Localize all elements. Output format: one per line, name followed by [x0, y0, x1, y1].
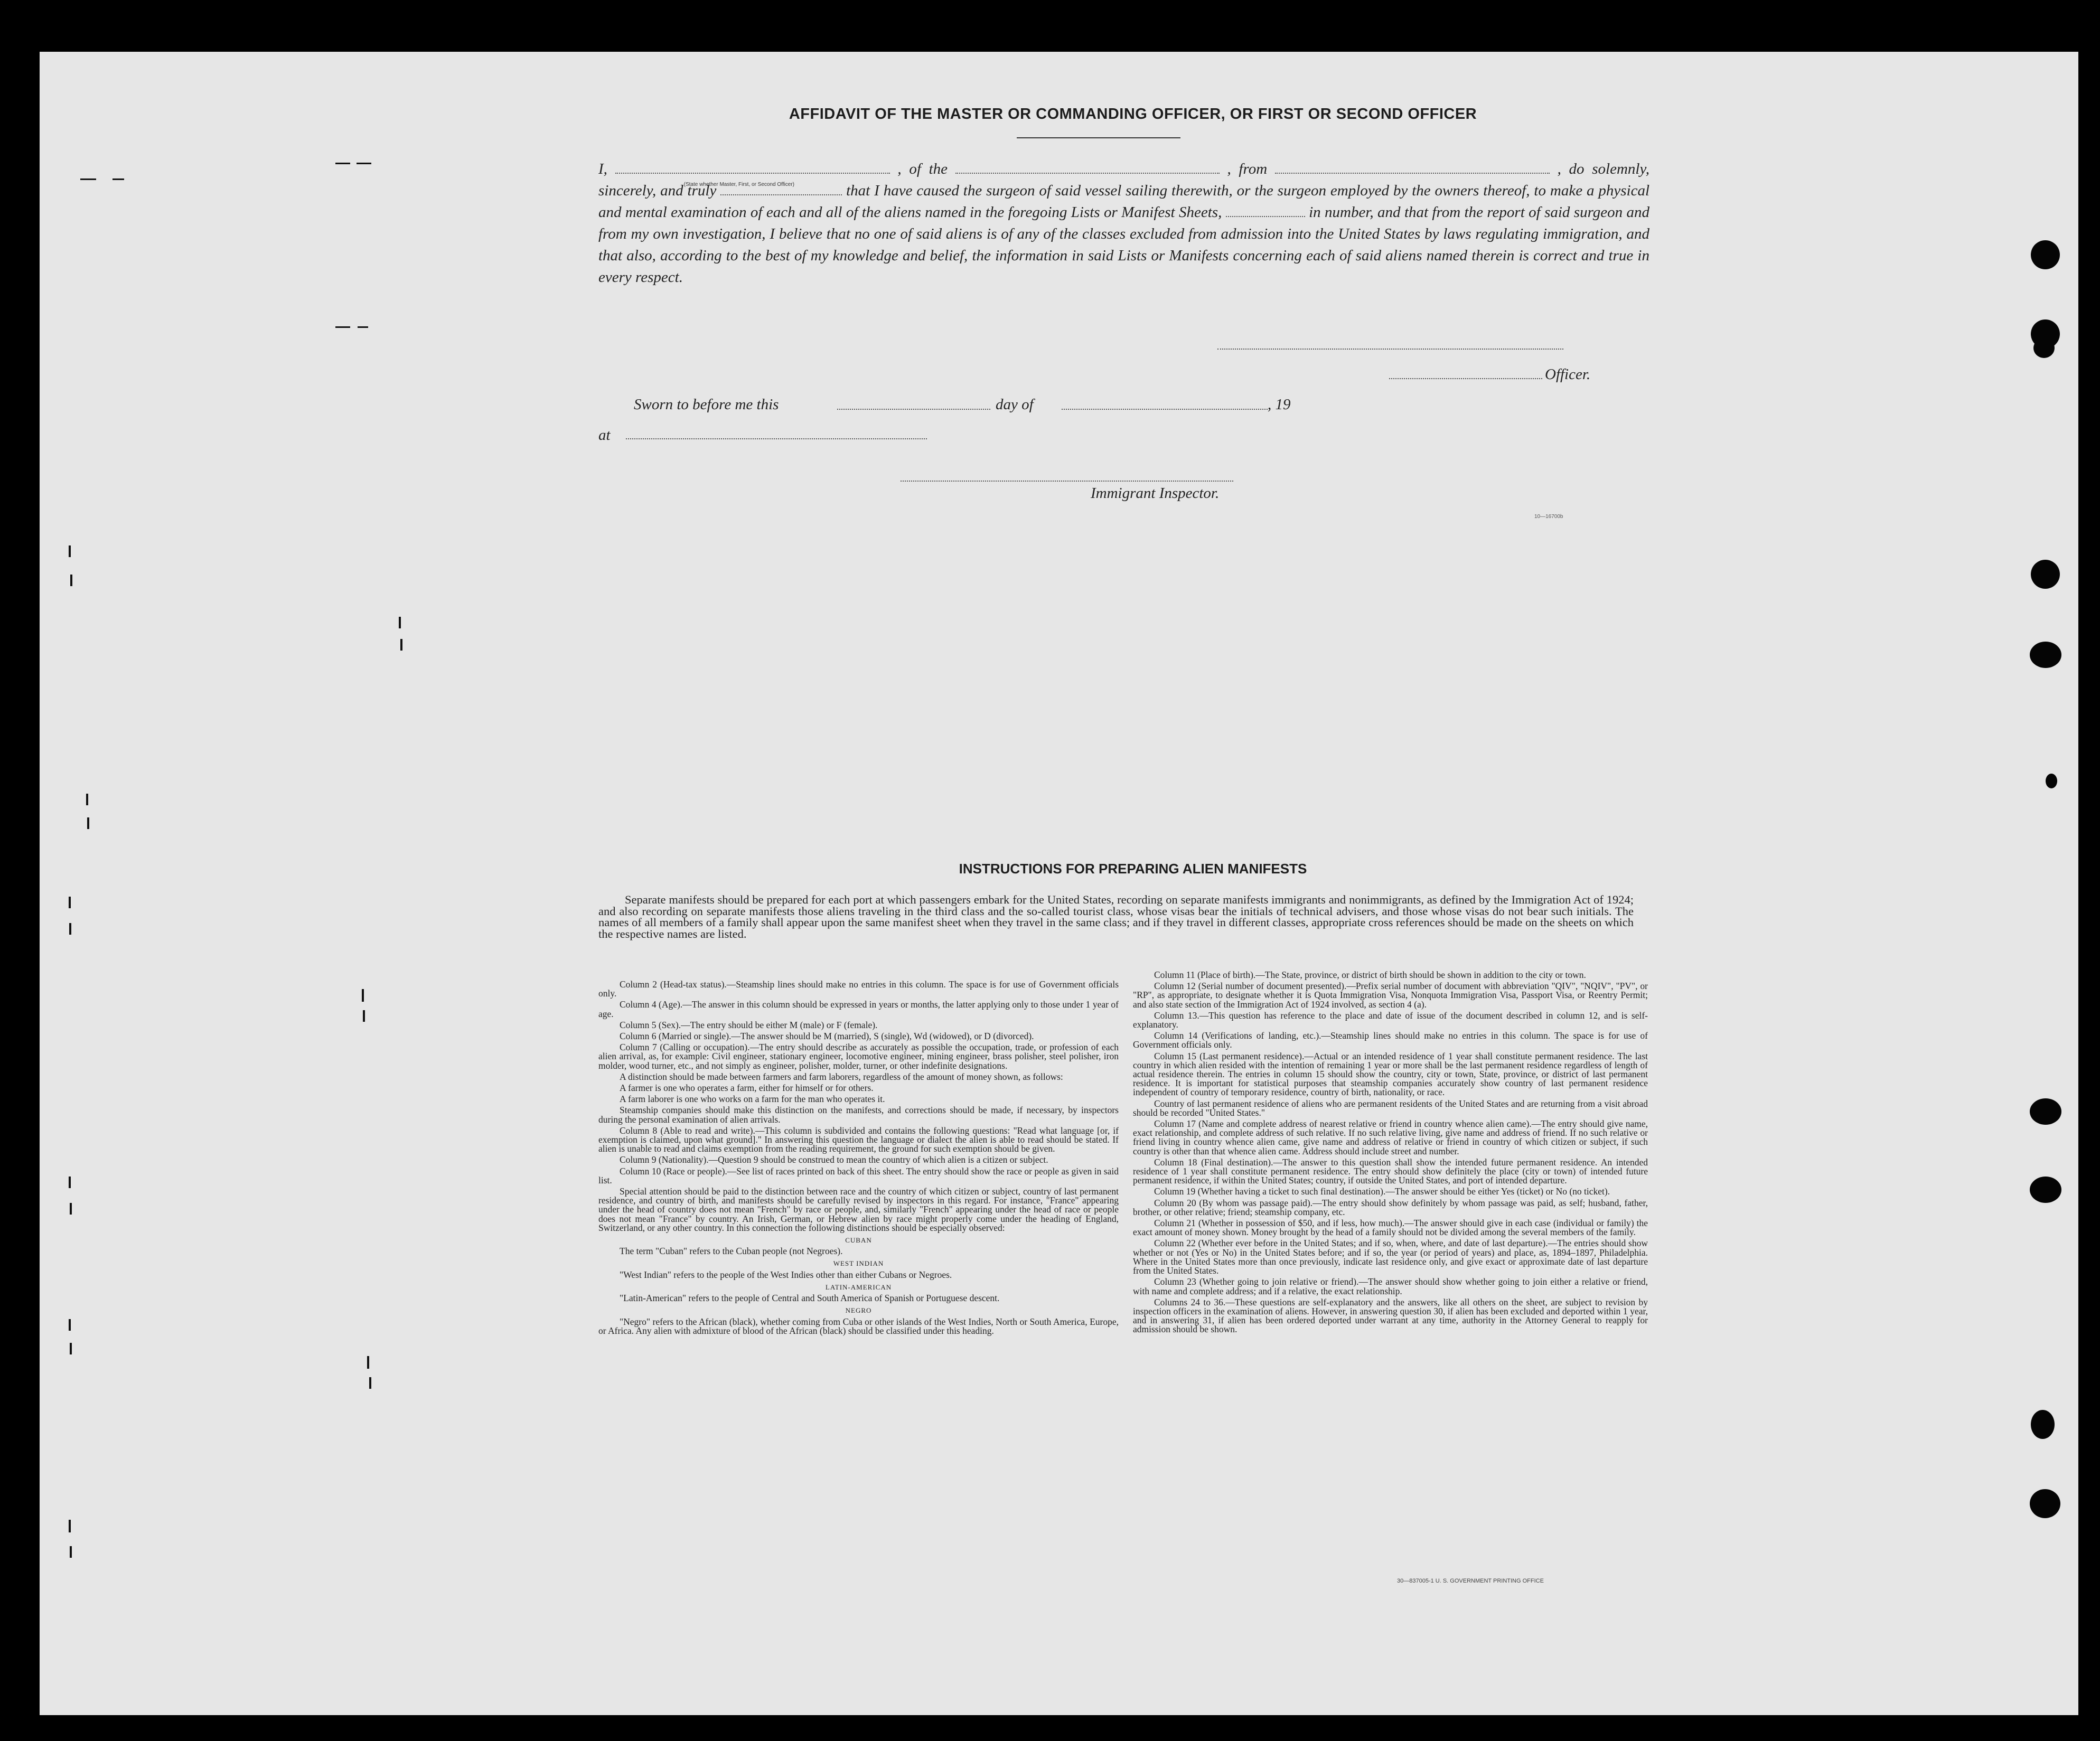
- sworn-label: Sworn to before me this: [634, 396, 779, 413]
- instructions-intro: Separate manifests should be prepared for each port at which passengers embark for the United States, recording on separate manifests immigrants and nonimmigrants, as defined by the Immigration Act of 1924; and also recording on separate manifests those aliens traveling in the third class and the so-called tourist class, whose visas bear the initials of technical advisers, and those whose visas do not bear such initials. The names of all members of a family shall appear upon the same manifest sheet when they travel in the same class; and if they travel in different classes, appropriate cross references should be made on the sheets on which the respective names are listed.: [598, 893, 1634, 940]
- punch-hole: [2031, 1410, 2055, 1439]
- instruction-paragraph: Column 17 (Name and complete address of nearest relative or friend in country whence alien came).—The entry should give name, exact relationship, and complete address of such relative. If no such relative living, give name and address of friend. If no such relative or friend living in country whence alien came, give name and address of relative or friend in country of which citizen or subject, if such country is other than that whence alien came. Address should include street and number.: [1133, 1118, 1648, 1156]
- punch-hole: [2030, 642, 2061, 668]
- scan-mark: [362, 989, 364, 1002]
- affidavit-seg-2: , of the: [897, 161, 948, 177]
- year-label: , 19: [1268, 396, 1291, 413]
- officer-rank-field[interactable]: [615, 161, 890, 187]
- instruction-paragraph: "Negro" refers to the African (black), whether coming from Cuba or other islands of the West Indies, North or South America, Europe, or Africa. Any alien with admixture of blood of the African (black) should be classified under this heading.: [598, 1316, 1119, 1336]
- heading-cuban: CUBAN: [845, 1236, 872, 1245]
- scan-mark: [69, 545, 71, 557]
- punch-hole: [2031, 560, 2060, 589]
- document-sheet: [40, 52, 2078, 1715]
- instruction-paragraph: Column 15 (Last permanent residence).—Actual or an intended residence of 1 year shall constitute permanent residence. The last country in which alien resided with the intention of remaining 1 year or more shall be the last permanent residence regardless of length of actual residence therein. The entries in column 15 should show the country, city or town, State, province, or district of last permanent residence. It is important for statistical purposes that steamship companies accurately show country of last permanent residence independent of country of temporary residence, country of birth, nationality, or race.: [1133, 1050, 1648, 1098]
- day-of-label: day of: [996, 396, 1034, 413]
- scan-mark: [70, 1203, 72, 1215]
- instruction-paragraph: Country of last permanent residence of aliens who are permanent residents of the United States and are returning from a visit abroad should be recorded "United States.": [1133, 1098, 1648, 1118]
- instruction-paragraph: Special attention should be paid to the distinction between race and the country of which citizen or subject, country of last permanent residence, and country of birth, and manifests should be carefully revised by inspectors in this regard. For instance, "France" appearing under the head of country does not mean "French" by race or people, and, similarly "French" appearing under the head of race or people does not mean "France" by country. An Irish, German, or Hebrew alien by race might properly come under the heading of England, Switzerland, or any other country. In this connection the following distinctions should be especially observed:: [598, 1186, 1119, 1233]
- punch-hole: [2030, 1098, 2061, 1125]
- instruction-paragraph: "West Indian" refers to the people of the West Indies other than either Cubans or Negroes.: [620, 1269, 952, 1280]
- officer-signature-line-1[interactable]: [1217, 349, 1563, 350]
- scan-mark: [70, 1546, 72, 1558]
- scan-mark: [358, 326, 368, 328]
- vessel-field[interactable]: [955, 161, 1220, 174]
- scan-mark: [400, 639, 402, 651]
- scan-mark: [69, 1177, 71, 1188]
- heading-latin-american: LATIN-AMERICAN: [825, 1283, 892, 1291]
- at-label: at: [598, 427, 611, 444]
- scan-mark: [80, 178, 96, 180]
- instruction-paragraph: Column 13.—This question has reference to the place and date of issue of the document described in column 12, and is self-explanatory.: [1133, 1010, 1648, 1030]
- instruction-paragraph: Column 12 (Serial number of document presented).—Prefix serial number of document with abbreviation "QIV", "NQIV", "PV", or "RP", as appropriate, to designate whether it is Quota Immigration Visa, Nonquota Immigration Visa, Passport Visa, or Reentry Permit; and also state section of the Immigration Act of 1924 involved, as section 4 (a).: [1133, 981, 1648, 1010]
- punch-hole: [2031, 240, 2060, 269]
- scan-mark: [335, 163, 350, 164]
- scan-mark: [399, 617, 401, 628]
- scan-mark: [69, 1520, 71, 1532]
- instruction-paragraph: Column 5 (Sex).—The entry should be either M (male) or F (female).: [620, 1019, 878, 1030]
- instruction-paragraph: Column 14 (Verifications of landing, etc.).—Steamship lines should make no entries in this column. The space is for use of Government officials only.: [1133, 1030, 1648, 1050]
- sworn-day-field[interactable]: [837, 409, 990, 410]
- instruction-paragraph: Column 23 (Whether going to join relative or friend).—The answer should show whether going to join either a relative or friend, with name and complete address; and if a relative, the exact relationship.: [1133, 1276, 1648, 1296]
- affidavit-body: [598, 158, 1649, 288]
- officer-rank-note: (State whether Master, First, or Second Officer): [683, 182, 794, 187]
- punch-hole: [2030, 1489, 2060, 1518]
- instruction-paragraph: "Latin-American" refers to the people of Central and South America of Spanish or Portuguese descent.: [620, 1293, 1000, 1304]
- port-field[interactable]: [1275, 161, 1550, 174]
- instruction-paragraph: Column 20 (By whom was passage paid).—The entry should show definitely by whom passage was paid, as self; husband, father, brother, or other relative; friend; steamship company, etc.: [1133, 1197, 1648, 1217]
- instructions-title: INSTRUCTIONS FOR PREPARING ALIEN MANIFESTS: [959, 861, 1307, 877]
- affidavit-seg-6: in number, and that from the report of said surgeon and from my own investigation, I believe that no one of said aliens is of any of the classes excluded from admission into the United States by laws regulating immigration, and that also, according to the best of my knowledge and belief, the information in said Lists or Manifests concerning each of said aliens named therein is correct and true in every respect.: [598, 204, 1650, 286]
- form-code: 10—16700b: [1534, 514, 1563, 520]
- instruction-paragraph: The term "Cuban" refers to the Cuban people (not Negroes).: [620, 1246, 843, 1257]
- instruction-paragraph: Column 11 (Place of birth).—The State, province, or district of birth should be shown in addition to the city or town.: [1154, 970, 1586, 980]
- instruction-paragraph: A farm laborer is one who works on a farm for the man who operates it.: [620, 1094, 885, 1105]
- instruction-paragraph: Column 6 (Married or single).—The answer should be M (married), S (single), Wd (widowed), or D (divorced).: [620, 1031, 1034, 1042]
- sheet-count-field[interactable]: [1226, 204, 1305, 217]
- affidavit-seg-5: that I have caused the surgeon of said vessel sailing therewith, or the surgeon employed by the owners thereof, to make a physical and mental examination of each and all of the aliens named in the foregoing Lists or Manifest Sheets,: [598, 182, 1650, 221]
- scan-mark: [69, 1319, 71, 1331]
- inspector-signature-line[interactable]: [901, 481, 1233, 482]
- instruction-paragraph: Column 22 (Whether ever before in the United States; and if so, when, where, and date of last departure).—The entries should show whether or not (Yes or No) in the United States before; and if so, the year (or period of years) and place, as, 1894–1897, Philadelphia. Where in the United States more than once previously, indicate last residence only, and give exact or approximate date of last departure from the United States.: [1133, 1238, 1648, 1276]
- scan-mark: [357, 163, 371, 164]
- scan-mark: [112, 178, 124, 180]
- affidavit-seg-4: , do solemnly, sincerely, and truly: [598, 161, 1650, 199]
- punch-hole: [2046, 774, 2057, 788]
- scan-mark: [367, 1356, 369, 1369]
- place-field[interactable]: [626, 438, 927, 439]
- instruction-paragraph: Steamship companies should make this distinction on the manifests, and corrections should be made, if necessary, by inspectors during the personal examination of alien arrivals.: [598, 1105, 1119, 1125]
- instruction-paragraph: A farmer is one who operates a farm, either for himself or for others.: [620, 1083, 874, 1094]
- instruction-paragraph: Columns 24 to 36.—These questions are self-explanatory and the answers, like all others on the sheet, are subject to revision by inspection officers in the examination of aliens. However, in answering question 30, if alien has been excluded and deported within 1 year, and in answering 31, if alien has been ordered deported under warrant at any time, authority in the Attorney General to reapply for admission should be shown.: [1133, 1296, 1648, 1335]
- instructions-left-column: [598, 980, 1119, 1338]
- officer-signature-line-2[interactable]: [1389, 378, 1542, 379]
- instruction-paragraph: Column 9 (Nationality).—Question 9 should be construed to mean the country of which alien is a citizen or subject.: [620, 1154, 1048, 1165]
- instruction-paragraph: Column 10 (Race or people).—See list of races printed on back of this sheet. The entry should show the race or people as given in said list.: [598, 1165, 1119, 1185]
- instruction-paragraph: Column 19 (Whether having a ticket to such final destination).—The answer should be either Yes (ticket) or No (no ticket).: [1154, 1186, 1610, 1197]
- scan-mark: [69, 923, 71, 935]
- instruction-paragraph: Column 21 (Whether in possession of $50, and if less, how much).—The answer should give in each case (individual or family) the exact amount of money shown. Money brought by the head of a family should not be divided among the several members of the family.: [1133, 1218, 1648, 1238]
- punch-hole: [2033, 338, 2055, 358]
- instruction-paragraph: A distinction should be made between farmers and farm laborers, regardless of the amount of money shown, as follows:: [620, 1071, 1063, 1082]
- title-rule: [1017, 137, 1180, 138]
- inspector-label: Immigrant Inspector.: [1091, 485, 1220, 502]
- heading-negro: NEGRO: [845, 1306, 872, 1315]
- sworn-month-field[interactable]: [1062, 409, 1268, 410]
- scan-mark: [86, 794, 88, 805]
- scan-mark: [369, 1377, 371, 1389]
- instruction-paragraph: Column 7 (Calling or occupation).—The entry should describe as accurately as possible the occupation, trade, or profession of each alien arrival, as, for example: Civil engineer, stationary engineer, locomotive engineer, mining engineer, brass polisher, steel polisher, iron molder, wood turner, etc., and not simply as engineer, polisher, molder, turner, or other indefinite designations.: [598, 1042, 1119, 1071]
- punch-hole: [2030, 1177, 2061, 1203]
- affidavit-seg-3: , from: [1227, 161, 1268, 177]
- instruction-paragraph: Column 8 (Able to read and write).—This column is subdivided and contains the following questions: "Read what language [or, if exemption is claimed, upon what ground]." In answering this question the language or dialect the alien is able to read should be stated. If alien is unable to read and claims exemption from the reading requirement, the ground for such exemption should be given.: [598, 1125, 1119, 1154]
- scan-mark: [363, 1010, 365, 1022]
- printing-office-credit: 30—837005-1 U. S. GOVERNMENT PRINTING OFFICE: [1397, 1578, 1544, 1584]
- scan-mark: [69, 897, 71, 908]
- scan-mark: [335, 326, 350, 328]
- affidavit-title: AFFIDAVIT OF THE MASTER OR COMMANDING OFFICER, OR FIRST OR SECOND OFFICER: [789, 106, 1477, 123]
- scan-mark: [87, 817, 89, 829]
- instruction-paragraph: Column 18 (Final destination).—The answer to this question shall show the intended future permanent residence. An intended residence of 1 year shall constitute permanent residence. The entry should show definitely the place (city or town) of intended future permanent residence, if within the United States; country, if outside the United States, and port of intended departure.: [1133, 1156, 1648, 1186]
- instruction-paragraph: Column 2 (Head-tax status).—Steamship lines should make no entries in this column. The space is for use of Government officials only.: [598, 979, 1119, 999]
- officer-label: Officer.: [1545, 366, 1591, 383]
- affidavit-seg-1: I,: [598, 161, 607, 177]
- scan-mark: [70, 1343, 72, 1354]
- scan-mark: [70, 575, 72, 586]
- instructions-right-column: [1133, 971, 1648, 1337]
- instruction-paragraph: Column 4 (Age).—The answer in this column should be expressed in years or months, the latter applying only to those under 1 year of age.: [598, 999, 1119, 1019]
- heading-west-indian: WEST INDIAN: [833, 1259, 884, 1268]
